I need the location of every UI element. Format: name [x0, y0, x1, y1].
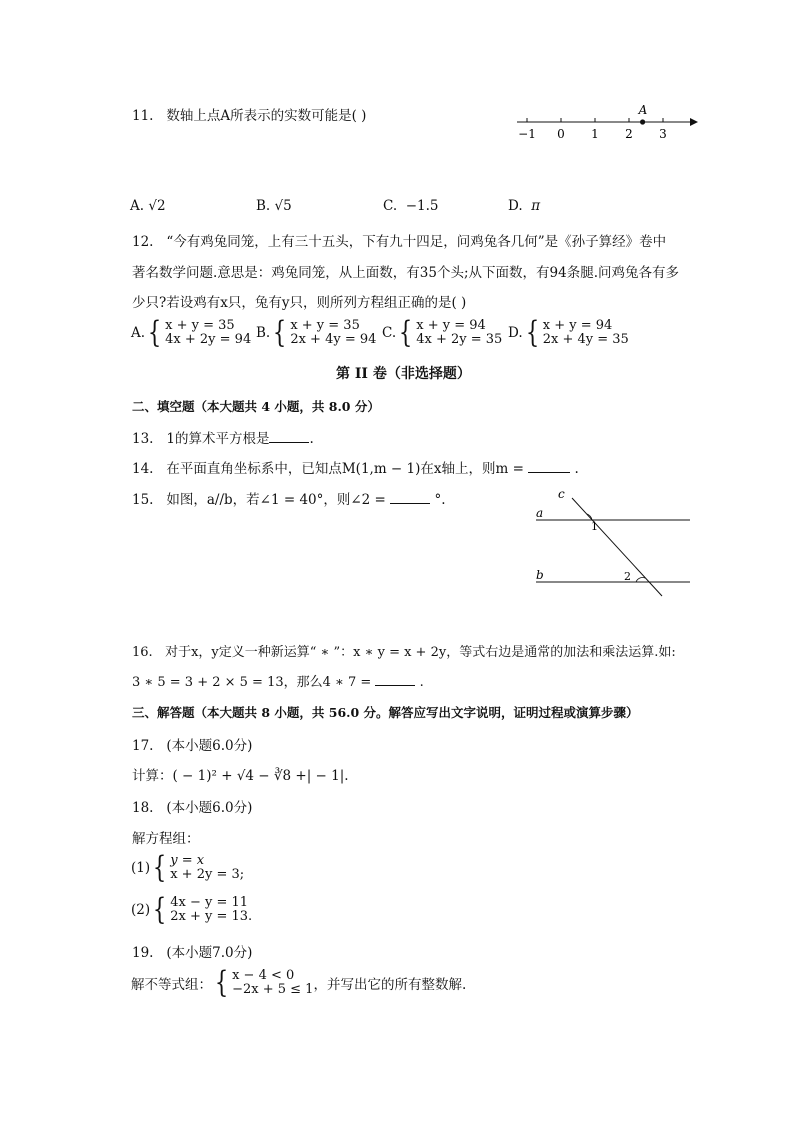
axis-tick-label: 3 — [659, 127, 667, 141]
section3-heading: 三、解答题（本大题共 8 小题，共 56.0 分。解答应写出文字说明，证明过程或演算步骤） — [132, 705, 639, 720]
q12-line2: 著名数学问题.意思是：鸡兔同笼，从上面数，有35个头;从下面数，有94条腿.问鸡兔各有多 — [132, 265, 679, 281]
answer-blank[interactable] — [269, 430, 309, 443]
q11-option-a[interactable]: A. √2 — [130, 198, 166, 214]
number-line-figure — [512, 100, 702, 144]
section2-heading: 二、填空题（本大题共 4 小题，共 8.0 分） — [132, 399, 380, 414]
q11-option-c[interactable]: C. −1.5 — [383, 198, 439, 214]
q17-body: 计算：( − 1)² + √4 − ∛8 +| − 1|. — [132, 768, 349, 784]
axis-tick-label: −1 — [518, 127, 536, 141]
axis-tick-label: 2 — [625, 127, 633, 141]
q16-line2: 3 ∗ 5 = 3 + 2 × 5 = 13，那么4 ∗ 7 = . — [132, 675, 424, 690]
answer-blank[interactable] — [528, 460, 570, 473]
label-angle-2: 2 — [624, 570, 631, 583]
q13: 13. 1的算术平方根是 . — [132, 431, 314, 447]
part2-title: 第 II 卷（非选择题） — [336, 366, 471, 382]
point-a-label: A — [638, 103, 648, 117]
q18-part2: (2) { 4x − y = 11 2x + y = 13. — [131, 892, 253, 927]
q12-option-c[interactable]: C. { x + y = 94 4x + 2y = 35 — [382, 315, 503, 350]
angle-2-arc — [636, 578, 645, 582]
question-number: 12. — [132, 234, 154, 250]
parallel-lines-figure — [528, 484, 698, 600]
q18-prompt: 解方程组： — [132, 831, 200, 847]
q11-option-d[interactable]: D. π — [508, 198, 541, 214]
q15: 15. 如图，a//b，若∠1 = 40°，则∠2 = °. — [132, 492, 446, 508]
axis-tick-label: 1 — [591, 127, 599, 141]
label-angle-1: 1 — [591, 520, 598, 533]
q19-body: 解不等式组： { x − 4 < 0 −2x + 5 ≤ 1 ，并写出它的所有整数解. — [131, 965, 467, 1000]
answer-blank[interactable] — [375, 673, 415, 686]
q11-stem — [132, 104, 366, 124]
question-number: 11. — [132, 108, 154, 124]
point-a — [640, 119, 645, 124]
q12-line3: 少只?若设鸡有x只，兔有y只，则所列方程组正确的是( ) — [132, 295, 467, 311]
q14: 14. 在平面直角坐标系中，已知点M(1,m − 1)在x轴上，则m = . — [132, 461, 579, 477]
q11-option-b[interactable]: B. √5 — [256, 198, 292, 214]
axis-tick-label: 0 — [557, 127, 565, 141]
label-b: b — [536, 568, 544, 582]
q12-option-a[interactable]: A. { x + y = 35 4x + 2y = 94 — [131, 315, 252, 350]
q18-part1: (1) { y = x x + 2y = 3; — [131, 850, 245, 885]
q12-option-d[interactable]: D. { x + y = 94 2x + 4y = 35 — [508, 315, 629, 350]
q19-header: 19. (本小题7.0分) — [132, 945, 253, 961]
label-c: c — [558, 487, 565, 501]
transversal-c — [572, 498, 662, 596]
axis-arrow — [690, 118, 698, 126]
question-text: 数轴上点A所表示的实数可能是( ) — [166, 108, 367, 124]
q17-header: 17. (本小题6.0分) — [132, 738, 253, 754]
answer-blank[interactable] — [390, 491, 430, 504]
label-a: a — [536, 506, 544, 520]
q16-line1: 16. 对于x，y定义一种新运算“ ∗ ”：x ∗ y = x + 2y，等式右边是通常的加法和乘法运算.如: — [132, 645, 676, 660]
q12-line1: 12. “今有鸡兔同笼，上有三十五头，下有九十四足，问鸡兔各几何”是《孙子算经》卷中 — [132, 234, 667, 250]
q18-header: 18. (本小题6.0分) — [132, 800, 253, 816]
q12-option-b[interactable]: B. { x + y = 35 2x + 4y = 94 — [256, 315, 377, 350]
